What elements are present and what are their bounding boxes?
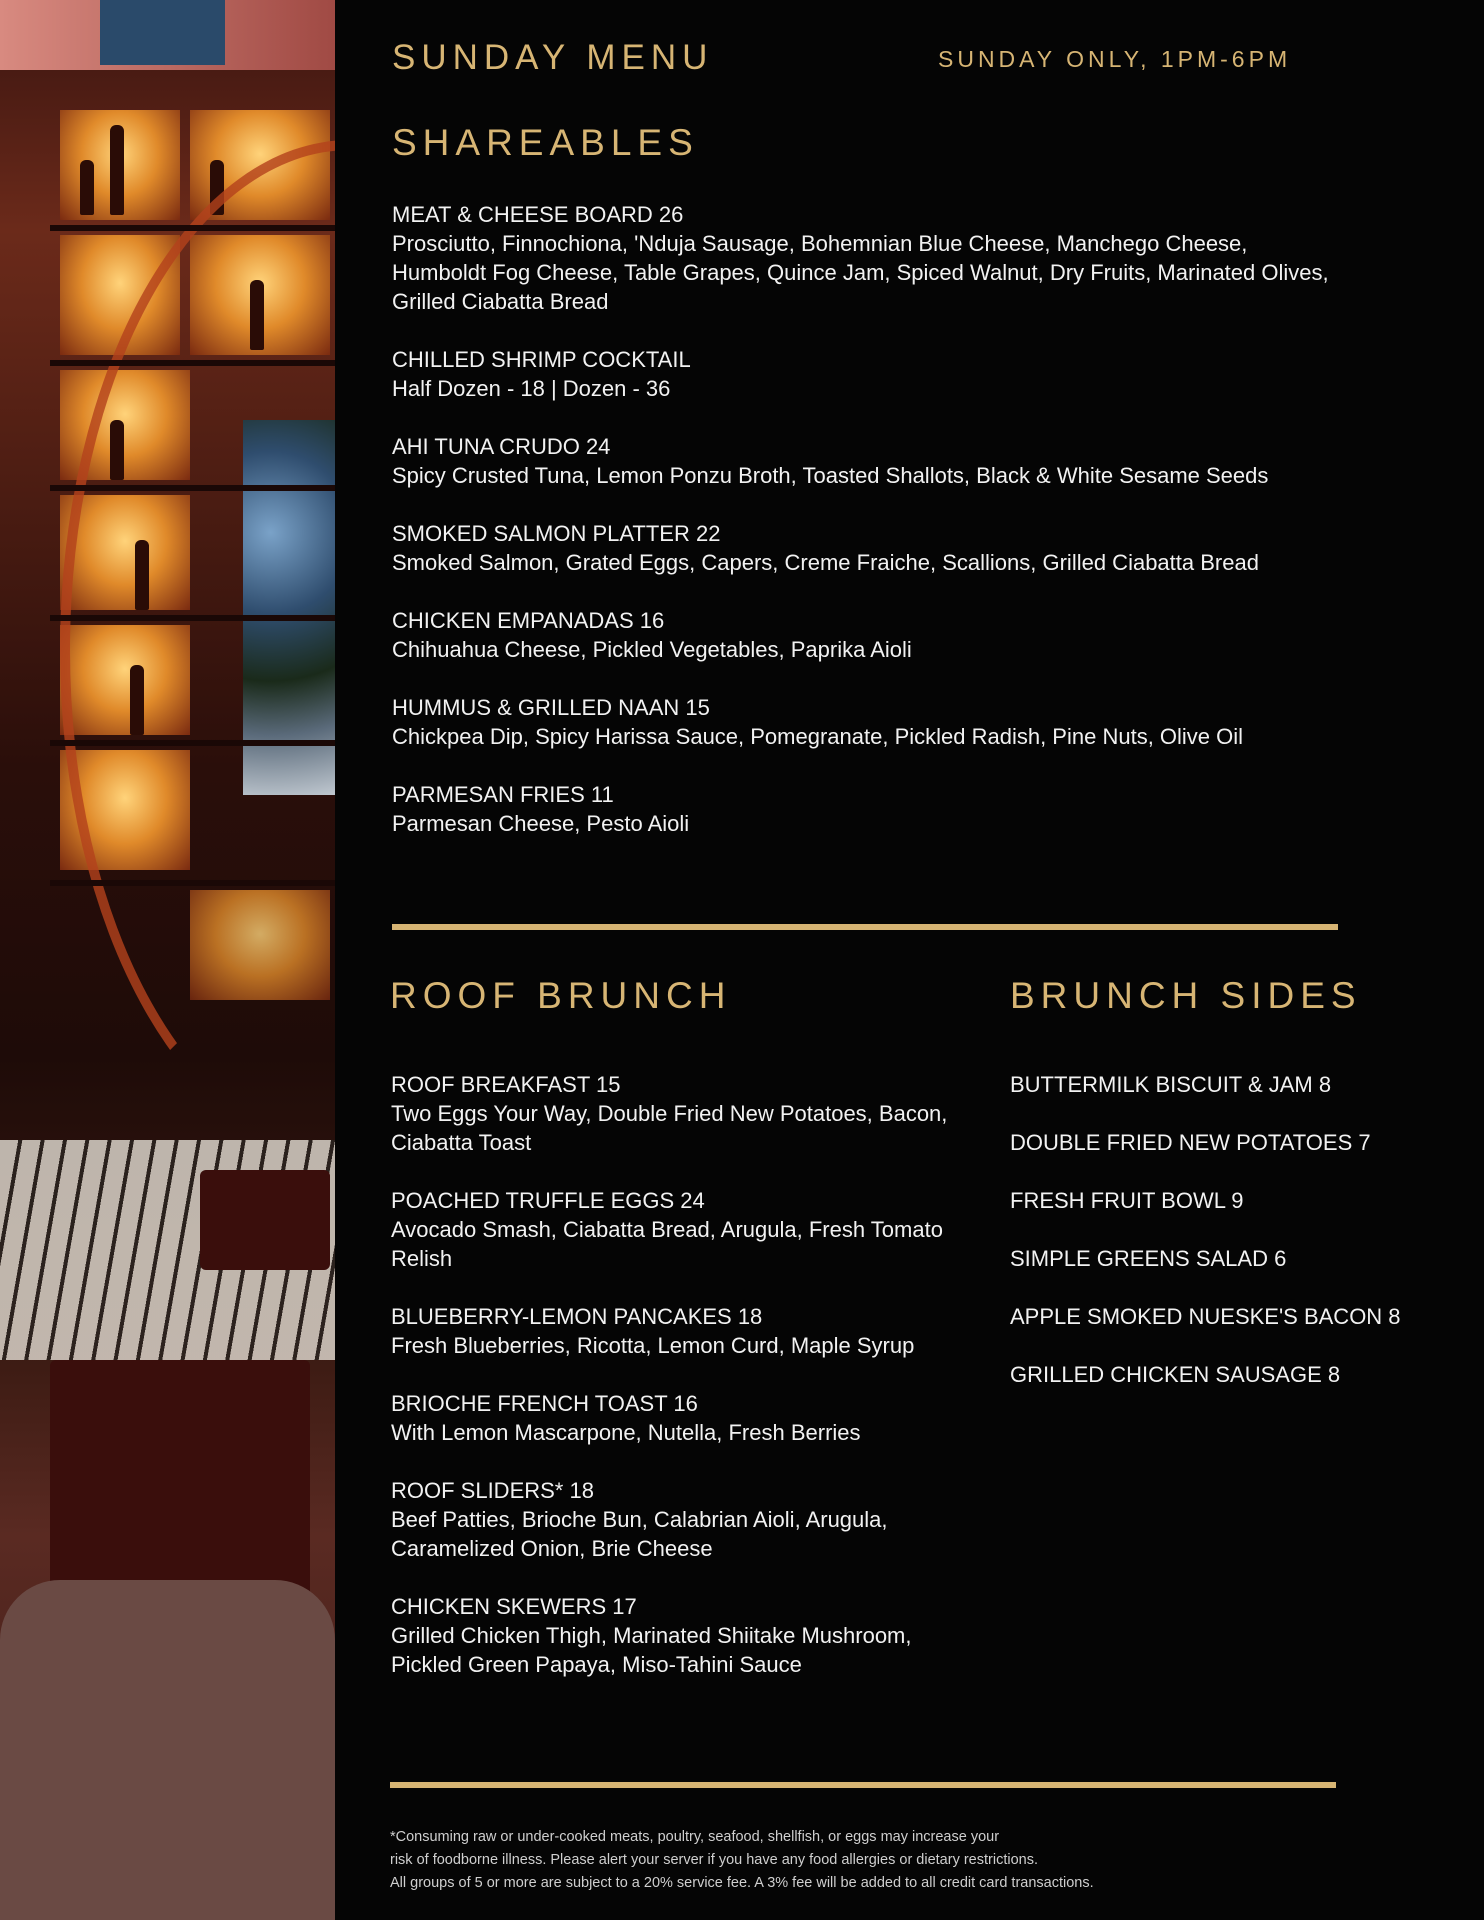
footnote-line: *Consuming raw or under-cooked meats, poultry, seafood, shellfish, or eggs may increase your [390,1829,1000,1845]
item-description: Smoked Salmon, Grated Eggs, Capers, Creme Fraiche, Scallions, Grilled Ciabatta Bread [392,550,1259,575]
item-name: SIMPLE GREENS SALAD 6 [1010,1246,1287,1271]
menu-item [1010,1302,1480,1331]
item-name: BRIOCHE FRENCH TOAST 16 [391,1391,698,1416]
bar-stool [200,1170,330,1270]
shelf [50,880,335,886]
menu-item [391,1476,971,1563]
item-name: CHILLED SHRIMP COCKTAIL [392,347,691,372]
item-name: ROOF SLIDERS* 18 [391,1478,594,1503]
item-description: Chickpea Dip, Spicy Harissa Sauce, Pomegranate, Pickled Radish, Pine Nuts, Olive Oil [392,724,1244,749]
footnote-line: All groups of 5 or more are subject to a 20% service fee. A 3% fee will be added to all credit card transactions. [390,1875,1094,1891]
roof-brunch-list [391,1070,971,1708]
section-divider [392,924,1338,930]
footnote-line: risk of foodborne illness. Please alert your server if you have any food allergies or dietary restrictions. [390,1852,1038,1868]
menu-item [1010,1360,1480,1389]
menu-item [392,200,1342,316]
roof-brunch-heading: ROOF BRUNCH [390,975,732,1016]
menu-item [392,432,1342,490]
section-divider [390,1782,1336,1788]
item-name: POACHED TRUFFLE EGGS 24 [391,1188,705,1213]
menu-item [391,1389,971,1447]
item-description: Grilled Chicken Thigh, Marinated Shiitake Mushroom, Pickled Green Papaya, Miso-Tahini Sauce [391,1623,912,1677]
item-description: With Lemon Mascarpone, Nutella, Fresh Berries [391,1420,861,1445]
bar-photo [0,0,335,1920]
shelf [50,225,335,231]
shelf [50,485,335,491]
menu-item [1010,1070,1480,1099]
item-description: Chihuahua Cheese, Pickled Vegetables, Paprika Aioli [392,637,912,662]
item-description: Parmesan Cheese, Pesto Aioli [392,811,690,836]
item-name: GRILLED CHICKEN SAUSAGE 8 [1010,1362,1341,1387]
shelf [50,360,335,366]
menu-title: SUNDAY MENU [392,38,714,77]
menu-item [391,1592,971,1679]
item-name: DOUBLE FRIED NEW POTATOES 7 [1010,1130,1371,1155]
item-name: SMOKED SALMON PLATTER 22 [392,521,721,546]
item-name: CHICKEN SKEWERS 17 [391,1594,637,1619]
shareables-heading: SHAREABLES [392,122,699,163]
skylight-window [100,0,225,65]
item-name: PARMESAN FRIES 11 [392,782,614,807]
item-description: Two Eggs Your Way, Double Fried New Potatoes, Bacon, Ciabatta Toast [391,1101,948,1155]
item-name: HUMMUS & GRILLED NAAN 15 [392,695,710,720]
shelf [50,615,335,621]
menu-item [392,780,1342,838]
brunch-sides-heading: BRUNCH SIDES [1010,975,1362,1016]
bottle [110,125,124,215]
item-name: AHI TUNA CRUDO 24 [392,434,611,459]
item-name: BLUEBERRY-LEMON PANCAKES 18 [391,1304,763,1329]
sofa [0,1580,335,1920]
item-name: FRESH FRUIT BOWL 9 [1010,1188,1244,1213]
bottle [80,160,94,215]
menu-item [392,519,1342,577]
item-name: APPLE SMOKED NUESKE'S BACON 8 [1010,1304,1401,1329]
item-name: CHICKEN EMPANADAS 16 [392,608,665,633]
item-description: Half Dozen - 18 | Dozen - 36 [392,376,671,401]
menu-item [1010,1244,1480,1273]
item-description: Fresh Blueberries, Ricotta, Lemon Curd, Maple Syrup [391,1333,915,1358]
brunch-sides-list [1010,1070,1480,1418]
menu-item [392,693,1342,751]
item-name: MEAT & CHEESE BOARD 26 [392,202,684,227]
item-description: Prosciutto, Finnochiona, 'Nduja Sausage, Bohemnian Blue Cheese, Manchego Cheese, Humboldt Fog Cheese, Table Grapes, Quince Jam, Spiced Walnut, Dry Fruits, Marinated Olives, Grilled Ciabatta Bread [392,231,1329,314]
menu-item [1010,1128,1480,1157]
chair [50,1360,310,1610]
shelf [50,740,335,746]
menu-item [391,1302,971,1360]
menu-item [392,345,1342,403]
menu-hours: SUNDAY ONLY, 1PM-6PM [938,46,1292,72]
menu-item [392,606,1342,664]
item-name: ROOF BREAKFAST 15 [391,1072,621,1097]
item-description: Spicy Crusted Tuna, Lemon Ponzu Broth, Toasted Shallots, Black & White Sesame Seeds [392,463,1269,488]
item-description: Avocado Smash, Ciabatta Bread, Arugula, Fresh Tomato Relish [391,1217,943,1271]
item-name: BUTTERMILK BISCUIT & JAM 8 [1010,1072,1332,1097]
item-description: Beef Patties, Brioche Bun, Calabrian Aioli, Arugula, Caramelized Onion, Brie Cheese [391,1507,888,1561]
menu-item [1010,1186,1480,1215]
menu-item [391,1070,971,1157]
footnote [390,1826,1094,1895]
menu-item [391,1186,971,1273]
shareables-list [392,200,1342,867]
